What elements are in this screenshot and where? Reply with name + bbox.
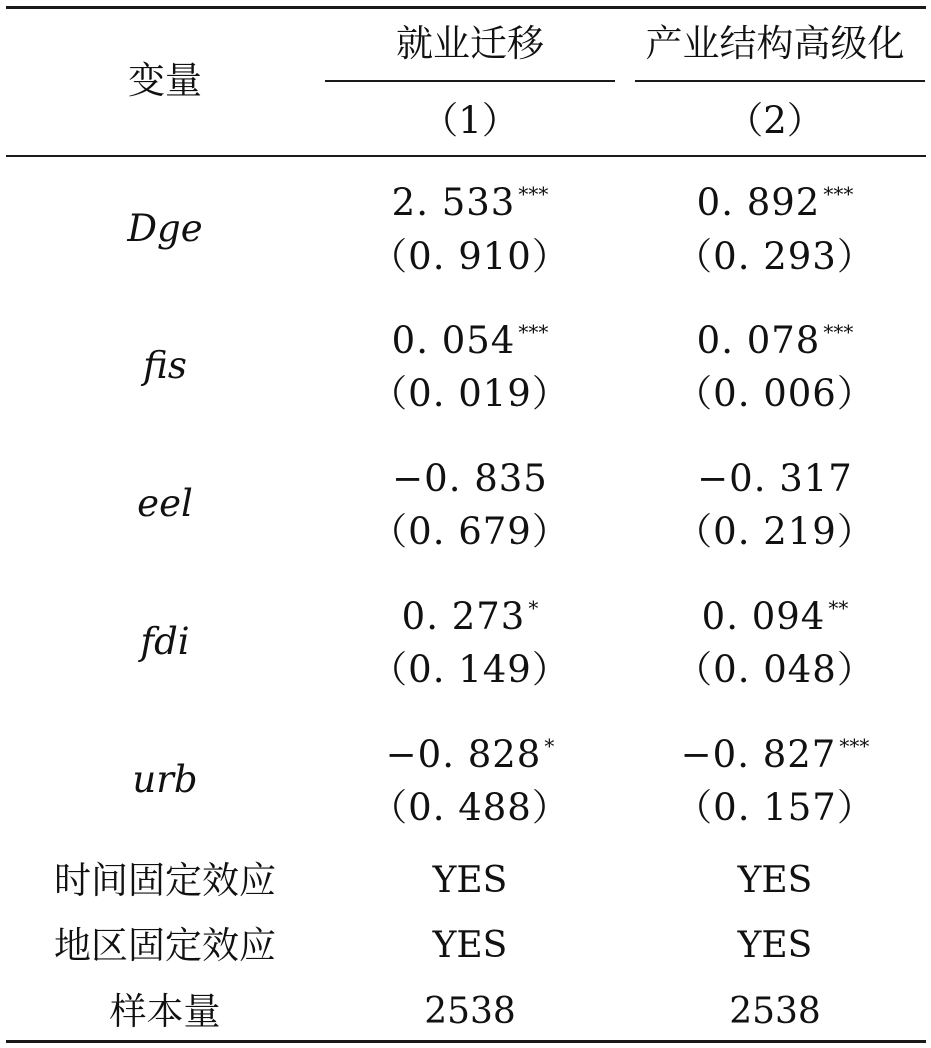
significance-stars: *** [518, 320, 549, 344]
top-rule [6, 6, 926, 9]
significance-stars: * [544, 734, 555, 758]
significance-stars: *** [823, 320, 854, 344]
row-se-dge-col2: （0. 293） [675, 235, 875, 278]
significance-stars: *** [823, 182, 854, 206]
row-se-fdi-col1: （0. 149） [370, 648, 570, 691]
row-label-time-fe: 时间固定效应 [54, 859, 276, 902]
row-coef-urb-col1: −0. 828 * [385, 733, 555, 776]
variable-header: 变量 [128, 59, 202, 102]
row-se-eel-col1: （0. 679） [370, 510, 570, 553]
row-se-fis-col2: （0. 006） [675, 372, 875, 415]
row-se-fdi-col2: （0. 048） [675, 648, 875, 691]
row-se-urb-col1: （0. 488） [370, 786, 570, 829]
row-label-region-fe: 地区固定效应 [54, 924, 276, 967]
header-bottom-rule [6, 155, 926, 157]
row-se-eel-col2: （0. 219） [675, 510, 875, 553]
significance-stars: *** [518, 182, 549, 206]
row-se-urb-col2: （0. 157） [675, 786, 875, 829]
row-variable-fdi: fdi [140, 620, 190, 663]
time-fe-col1: YES [432, 860, 508, 901]
row-se-dge-col1: （0. 910） [370, 235, 570, 278]
row-variable-dge: Dge [127, 207, 203, 250]
col1-number: （1） [421, 99, 519, 142]
row-coef-dge-col1: 2. 533 *** [391, 181, 549, 224]
row-coef-fis-col1: 0. 054 *** [391, 319, 549, 362]
col2-number: （2） [726, 99, 824, 142]
row-coef-fdi-col1: 0. 273 * [401, 595, 539, 638]
row-variable-fis: fis [143, 344, 187, 387]
row-coef-eel-col2: −0. 317 [697, 457, 853, 500]
row-coef-fdi-col2: 0. 094 ** [701, 595, 849, 638]
col1-header-rule [325, 80, 615, 82]
region-fe-col1: YES [432, 925, 508, 966]
sample-size-col1: 2538 [424, 991, 516, 1032]
col2-header-rule [635, 80, 925, 82]
row-variable-eel: eel [137, 482, 193, 525]
region-fe-col2: YES [737, 925, 813, 966]
row-se-fis-col1: （0. 019） [370, 372, 570, 415]
sample-size-col2: 2538 [729, 991, 821, 1032]
row-label-sample-size: 样本量 [109, 990, 221, 1033]
bottom-rule [6, 1040, 926, 1043]
col1-title: 就业迁移 [396, 22, 544, 65]
row-coef-dge-col2: 0. 892 *** [696, 181, 854, 224]
col2-title: 产业结构高级化 [645, 22, 905, 65]
row-coef-eel-col1: −0. 835 [392, 457, 548, 500]
significance-stars: * [528, 596, 539, 620]
row-variable-urb: urb [132, 758, 198, 801]
significance-stars: ** [828, 596, 849, 620]
row-coef-urb-col2: −0. 827 *** [680, 733, 870, 776]
time-fe-col2: YES [737, 860, 813, 901]
row-coef-fis-col2: 0. 078 *** [696, 319, 854, 362]
significance-stars: *** [839, 734, 870, 758]
